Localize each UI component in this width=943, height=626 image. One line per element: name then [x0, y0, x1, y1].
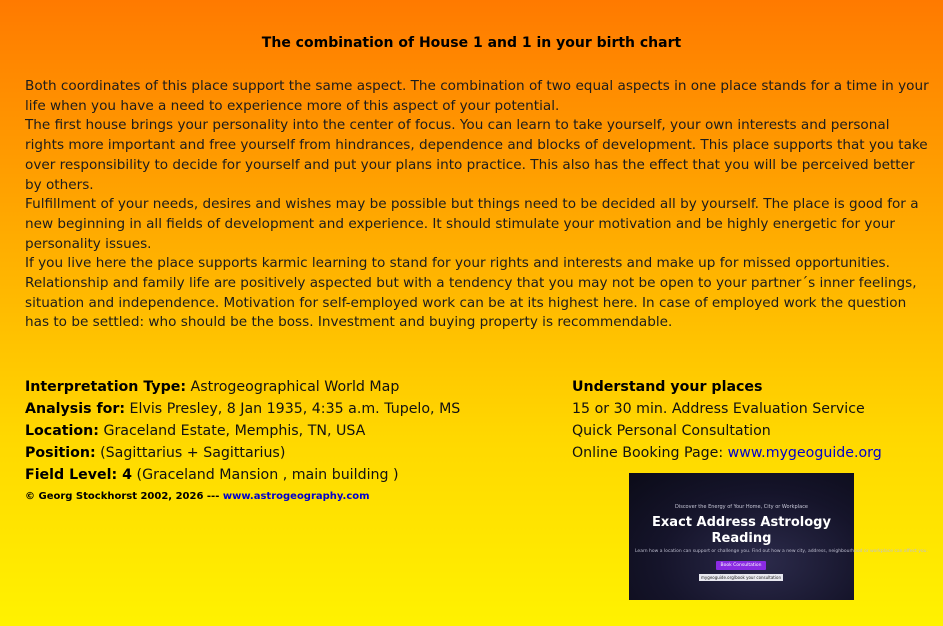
booking-row — [572, 442, 932, 464]
analysis-info — [25, 376, 545, 486]
copyright — [25, 491, 370, 502]
interpretation-type-value: Astrogeographical World Map — [186, 379, 400, 395]
copyright-text: © Georg Stockhorst 2002, 2026 --- — [25, 491, 223, 502]
interpretation-type-label: Interpretation Type: — [25, 379, 187, 395]
service-line: Quick Personal Consultation — [572, 423, 771, 439]
analysis-value: Elvis Presley, 8 Jan 1935, 4:35 a.m. Tupelo, MS — [125, 401, 461, 417]
position-row — [25, 442, 545, 464]
page-title: The combination of House 1 and 1 in your birth chart — [261, 35, 682, 51]
paragraph: Fulfillment of your needs, desires and wishes may be possible but things need to be decided all by yourself. The place is good for a new beginning in all fields of development and experience. It should stimulate your motivation and be highly energetic for your personality issues. — [25, 196, 919, 252]
book-consultation-button[interactable]: Book Consultation — [716, 561, 766, 570]
paragraph: The first house brings your personality into the center of focus. You can learn to take yourself, your own interests and personal rights more important and free yourself from hindrances, dependence and blocks of development. This place supports that you take over responsibility to decide for yourself and put your plans into practice. This also has the effect that you will be perceived better by others. — [25, 117, 928, 193]
analysis-row — [25, 398, 545, 420]
promo-kicker: Discover the Energy of Your Home, City or Workplace — [674, 504, 809, 510]
field-level-label: Field Level: 4 — [25, 467, 133, 483]
field-level-value: (Graceland Mansion , main building ) — [132, 467, 399, 483]
booking-label: Online Booking Page: — [572, 445, 728, 461]
paragraph: Both coordinates of this place support the same aspect. The combination of two equal aspects in one place stands for a time in your life when you have a need to experience more of this aspect of your potential. — [25, 78, 929, 114]
field-level-row — [25, 464, 545, 486]
booking-link[interactable]: www.mygeoguide.org — [727, 445, 882, 461]
service-line: 15 or 30 min. Address Evaluation Service — [572, 401, 865, 417]
interpretation-type-row — [25, 376, 545, 398]
interpretation-text — [25, 77, 930, 333]
position-value: (Sagittarius + Sagittarius) — [95, 445, 286, 461]
promo-headline: Exact Address Astrology Reading — [652, 515, 831, 546]
services-panel — [572, 376, 932, 464]
astrogeography-link[interactable]: www.astrogeography.com — [222, 491, 370, 502]
promo-subtext: Learn how a location can support or challenge you. Find out how a new city, address, neighbourhood or workplace can affect you. — [635, 549, 928, 554]
services-heading: Understand your places — [572, 379, 763, 395]
location-label: Location: — [25, 423, 99, 439]
promo-url-tag: mygeoguide.org/book your consultation — [699, 574, 783, 581]
location-value: Graceland Estate, Memphis, TN, USA — [98, 423, 366, 439]
promo-banner[interactable] — [629, 473, 928, 600]
position-label: Position: — [25, 445, 96, 461]
location-row — [25, 420, 545, 442]
paragraph: If you live here the place supports karmic learning to stand for your rights and interests and make up for missed opportunities. Relationship and family life are positively aspected but with a tendency that you may not be open to your partner´s inner feelings, situation and independence. Motivation for self-employed work can be at its highest here. In case of employed work the question has to be settled: who should be the boss. Investment and buying property is recommendable. — [25, 255, 917, 331]
analysis-label: Analysis for: — [25, 401, 126, 417]
